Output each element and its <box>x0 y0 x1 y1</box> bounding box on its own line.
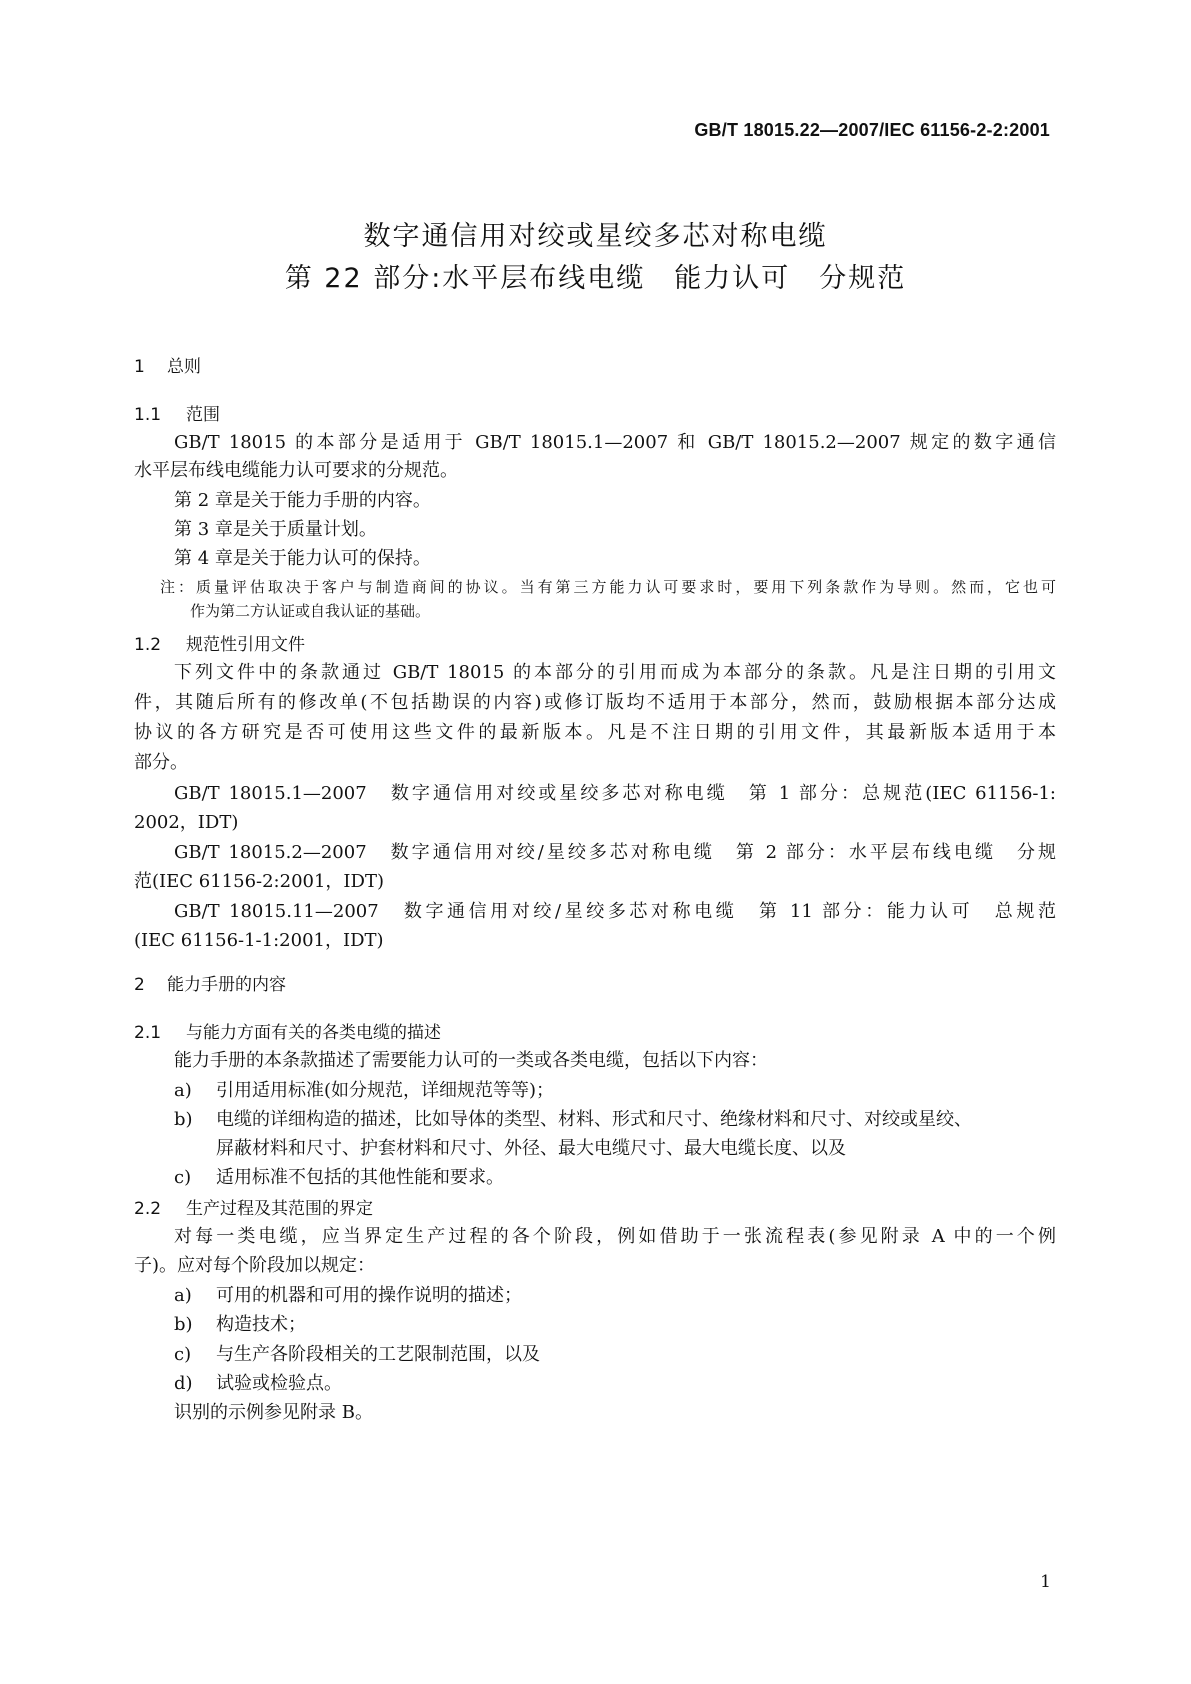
section-title: 能力手册的内容 <box>167 975 286 995</box>
list-item-text: 与生产各阶段相关的工艺限制范围，以及 <box>216 1344 540 1365</box>
section-2-1-heading <box>134 1018 441 1043</box>
list-item <box>174 1105 972 1131</box>
reference-3-line-1: GB/T 18015.11—2007 数字通信用对绞/星绞多芯对称电缆 第 11 部分：能力认可 总规范 <box>174 901 1056 922</box>
list-item-text: 可用的机器和可用的操作说明的描述； <box>216 1285 522 1306</box>
section-title: 生产过程及其范围的界定 <box>186 1199 373 1219</box>
list-item <box>174 1281 522 1307</box>
list-item <box>174 1369 342 1395</box>
list-item-text: 电缆的详细构造的描述，比如导体的类型、材料、形式和尺寸、绝缘材料和尺寸、对绞或星绞、 <box>216 1109 972 1130</box>
section-title: 规范性引用文件 <box>186 635 305 655</box>
reference-1-line-2: 2002，IDT) <box>134 812 239 833</box>
list-item <box>174 1310 306 1336</box>
list-item-text: 试验或检验点。 <box>216 1373 342 1394</box>
section-2-heading <box>134 970 286 995</box>
section-2-1-intro: 能力手册的本条款描述了需要能力认可的一类或各类电缆，包括以下内容： <box>174 1050 768 1071</box>
standard-number: GB/T 18015.22—2007/IEC 61156-2-2:2001 <box>694 120 1050 140</box>
list-item-label: b) <box>174 1109 193 1130</box>
section-number: 1.2 <box>134 635 162 655</box>
scope-note-line-1: 注：质量评估取决于客户与制造商间的协议。当有第三方能力认可要求时，要用下列条款作为导则。然而，它也可 <box>160 578 1056 596</box>
list-item-label: a) <box>174 1285 192 1306</box>
scope-note-line-2: 作为第二方认证或自我认证的基础。 <box>190 602 431 620</box>
references-paragraph-line-4: 部分。 <box>134 752 188 773</box>
section-number: 2.2 <box>134 1199 162 1219</box>
list-item-label: d) <box>174 1373 193 1394</box>
references-paragraph-line-2: 件，其随后所有的修改单(不包括勘误的内容)或修订版均不适用于本部分，然而，鼓励根据本部分达成 <box>134 692 1056 713</box>
scope-paragraph-line-2: 水平层布线电缆能力认可要求的分规范。 <box>134 460 458 481</box>
section-number: 2.1 <box>134 1023 162 1043</box>
scope-chapter-3: 第 3 章是关于质量计划。 <box>174 519 377 540</box>
section-1-heading <box>134 352 201 377</box>
list-item <box>174 1076 554 1102</box>
page-number: 1 <box>1040 1572 1051 1592</box>
section-1-2-heading <box>134 630 305 655</box>
scope-chapter-4: 第 4 章是关于能力认可的保持。 <box>174 548 431 569</box>
section-number: 1 <box>134 357 145 377</box>
scope-chapter-2: 第 2 章是关于能力手册的内容。 <box>174 490 431 511</box>
list-item-text: 引用适用标准(如分规范，详细规范等等)； <box>216 1080 555 1101</box>
scope-paragraph-line-1: GB/T 18015 的本部分是适用于 GB/T 18015.1—2007 和 GB/T 18015.2—2007 规定的数字通信 <box>174 432 1056 453</box>
section-2-2-heading <box>134 1194 373 1219</box>
list-item <box>174 1163 504 1189</box>
reference-3-line-2: (IEC 61156-1-1:2001，IDT) <box>134 930 384 951</box>
document-title-line-1: 数字通信用对绞或星绞多芯对称电缆 <box>363 221 828 252</box>
section-number: 2 <box>134 975 145 995</box>
list-item-label: b) <box>174 1314 193 1335</box>
list-item-text: 适用标准不包括的其他性能和要求。 <box>216 1167 504 1188</box>
section-number: 1.1 <box>134 405 162 425</box>
section-2-2-closing: 识别的示例参见附录 B。 <box>174 1402 373 1423</box>
section-title: 总则 <box>167 357 201 377</box>
list-item-label: c) <box>174 1167 192 1188</box>
list-item-text: 构造技术； <box>216 1314 306 1335</box>
list-item-label: c) <box>174 1344 192 1365</box>
list-item-label: a) <box>174 1080 192 1101</box>
reference-2-line-2: 范(IEC 61156-2:2001，IDT) <box>134 871 385 892</box>
section-1-1-heading <box>134 400 220 425</box>
references-paragraph-line-3: 协议的各方研究是否可使用这些文件的最新版本。凡是不注日期的引用文件，其最新版本适用于本 <box>134 722 1056 743</box>
references-paragraph-line-1: 下列文件中的条款通过 GB/T 18015 的本部分的引用而成为本部分的条款。凡是注日期的引用文 <box>174 662 1056 683</box>
list-item <box>174 1340 540 1366</box>
reference-1-line-1: GB/T 18015.1—2007 数字通信用对绞或星绞多芯对称电缆 第 1 部分：总规范(IEC 61156-1: <box>174 783 1056 804</box>
document-title-line-2: 第 22 部分:水平层布线电缆 能力认可 分规范 <box>284 263 907 294</box>
section-2-2-intro-line-2: 子)。应对每个阶段加以规定： <box>134 1255 376 1276</box>
list-item-continuation: 屏蔽材料和尺寸、护套材料和尺寸、外径、最大电缆尺寸、最大电缆长度、以及 <box>216 1138 846 1159</box>
section-title: 范围 <box>186 405 220 425</box>
section-title: 与能力方面有关的各类电缆的描述 <box>186 1023 441 1043</box>
reference-2-line-1: GB/T 18015.2—2007 数字通信用对绞/星绞多芯对称电缆 第 2 部分：水平层布线电缆 分规 <box>174 842 1056 863</box>
section-2-2-intro-line-1: 对每一类电缆，应当界定生产过程的各个阶段，例如借助于一张流程表(参见附录 A 中的一个例 <box>174 1226 1056 1247</box>
